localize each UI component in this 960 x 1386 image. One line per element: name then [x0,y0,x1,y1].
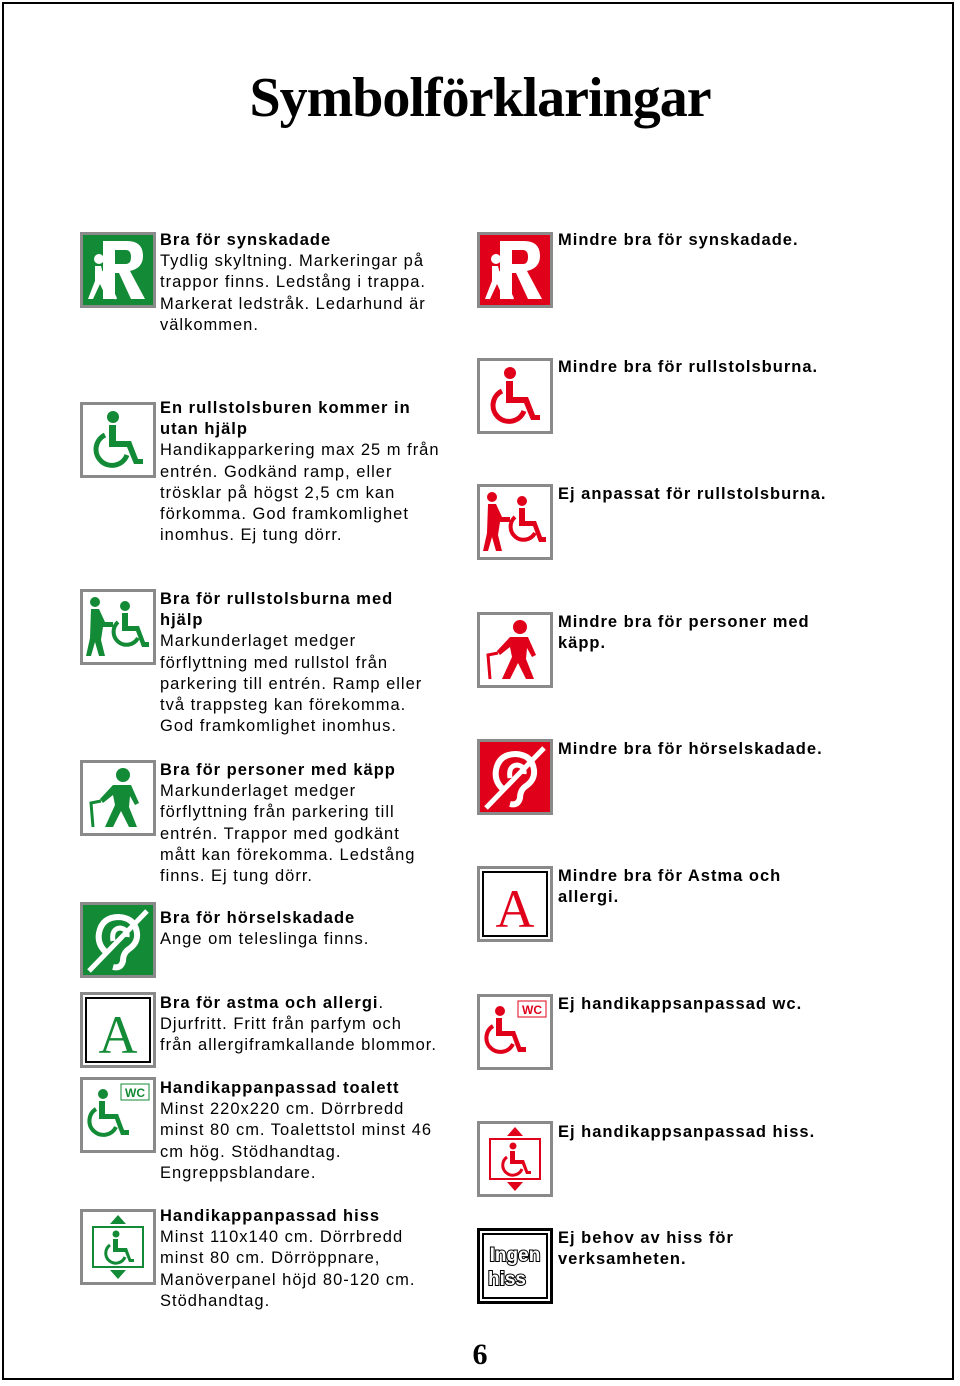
svg-text:WC: WC [522,1003,542,1017]
legend-line: Mindre bra för Astma och [558,867,782,885]
svg-text:WC: WC [125,1086,145,1100]
legend-line: allergi. [558,888,620,907]
legend-line: Mindre bra för rullstolsburna. [558,358,819,376]
legend-heading: Handikappanpassad hiss [160,1207,381,1225]
legend-visually-impaired [160,230,426,336]
svg-text:A: A [98,1005,138,1065]
legend-line: entrén. Trappor med godkänt [160,824,400,843]
page-number: 6 [472,1338,488,1371]
legend-not-wheelchair-assistant [558,484,826,505]
legend-line: Markunderlaget medger [160,632,357,651]
visually-impaired-icon [80,232,156,308]
legend-not-elevator [558,1122,815,1143]
legend-heading: En rullstolsburen kommer in [160,399,411,417]
no-elevator-word-2: hiss [487,1269,527,1290]
legend-accessible-toilet [160,1078,432,1184]
legend-line: Mindre bra för personer med [558,613,810,631]
legend-heading: Bra för personer med käpp [160,761,396,779]
walking-cane-icon [80,760,156,836]
legend-line: Markerat ledstråk. Ledarhund är [160,294,426,313]
legend-line: Ej handikappsanpassad hiss. [558,1123,816,1141]
legend-line: parkering till entrén. Ramp eller [160,674,423,693]
legend-line: finns. Ej tung dörr. [160,867,313,886]
hearing-loop-icon [80,902,156,978]
legend-line: Ej handikappsanpassad wc. [558,995,803,1013]
legend-heading: Bra för astma och allergi [160,994,379,1012]
legend-allergy [160,993,437,1057]
legend-heading-suffix: . [378,994,385,1012]
legend-line: Manöverpanel höjd 80-120 cm. [160,1270,416,1289]
accessible-elevator-icon [80,1209,156,1285]
legend-line: välkommen. [160,315,259,334]
legend-wheelchair [160,398,440,546]
legend-line: entrén. Godkänd ramp, eller [160,462,393,481]
legend-line: cm hög. Stödhandtag. [160,1142,342,1161]
wheelchair-with-assistant-icon [80,589,156,665]
legend-line: Mindre bra för synskadade. [558,231,799,249]
legend-wheelchair-assistant [160,589,422,737]
legend-line: Stödhandtag. [160,1291,271,1310]
legend-line: inomhus. Ej tung dörr. [160,526,343,545]
legend-line: Markunderlaget medger [160,782,357,801]
legend-heading: Bra för rullstolsburna med [160,590,394,608]
legend-line: verksamheten. [558,1250,687,1269]
legend-line: käpp. [558,634,607,653]
legend-not-hearing [558,739,823,760]
legend-line: förflyttning med rullstol från [160,653,389,672]
legend-not-allergy [558,866,781,908]
visually-impaired-red-icon [477,232,553,308]
legend-walking-cane [160,760,415,887]
legend-line: Ej behov av hiss för [558,1229,734,1247]
no-elevator-word-1: Ingen [489,1245,541,1266]
legend-line: förkomma. God framkomlighet [160,505,409,524]
legend-line: från allergiframkallande blommor. [160,1036,437,1055]
legend-line: Engreppsblandare. [160,1163,317,1182]
legend-line: Tydlig skyltning. Markeringar på [160,252,425,271]
legend-line: Minst 220x220 cm. Dörrbredd [160,1100,405,1119]
legend-heading: utan hjälp [160,420,248,439]
legend-not-toilet [558,994,802,1015]
allergy-icon [80,992,156,1068]
legend-line: Ange om teleslinga finns. [160,930,370,949]
page-title: Symbolförklaringar [249,67,711,129]
legend-no-elevator [558,1228,734,1270]
wheelchair-icon [80,402,156,478]
legend-line: God framkomlighet inomhus. [160,717,397,736]
legend-line: Minst 110x140 cm. Dörrbredd [160,1228,404,1247]
legend-hearing [160,908,369,950]
legend-line: två trappsteg kan förekomma. [160,696,407,715]
hearing-loop-red-icon [477,739,553,815]
legend-not-walking-cane [558,612,810,654]
legend-heading: Bra för hörselskadade [160,909,356,927]
legend-not-wheelchair [558,357,818,378]
wheelchair-red-icon [477,358,553,434]
svg-text:A: A [495,879,535,939]
elevator-red-icon [477,1121,553,1197]
toilet-red-icon [477,994,553,1070]
legend-accessible-elevator [160,1206,415,1312]
allergy-red-icon [477,866,553,942]
legend-line: Handikapparkering max 25 m från [160,441,440,460]
wheelchair-assistant-red-icon [477,484,553,560]
legend-line: Djurfritt. Fritt från parfym och [160,1015,402,1034]
legend-line: minst 80 cm. Dörröppnare, [160,1249,381,1268]
legend-line: förflyttning från parkering till [160,803,395,822]
legend-line: trappor finns. Ledstång i trappa. [160,273,426,292]
legend-line: Ej anpassat för rullstolsburna. [558,485,827,503]
legend-line: Mindre bra för hörselskadade. [558,740,823,758]
accessible-toilet-icon [80,1077,156,1153]
legend-heading: Handikappanpassad toalett [160,1079,400,1097]
legend-heading: hjälp [160,611,204,630]
legend-line: minst 80 cm. Toalettstol minst 46 [160,1121,433,1140]
legend-not-visually-impaired [558,230,799,251]
legend-line: trösklar på högst 2,5 cm kan [160,483,396,502]
legend-line: mått kan förekomma. Ledstång [160,845,416,864]
walking-cane-red-icon [477,612,553,688]
no-elevator-icon [477,1228,553,1304]
legend-heading: Bra för synskadade [160,231,332,249]
